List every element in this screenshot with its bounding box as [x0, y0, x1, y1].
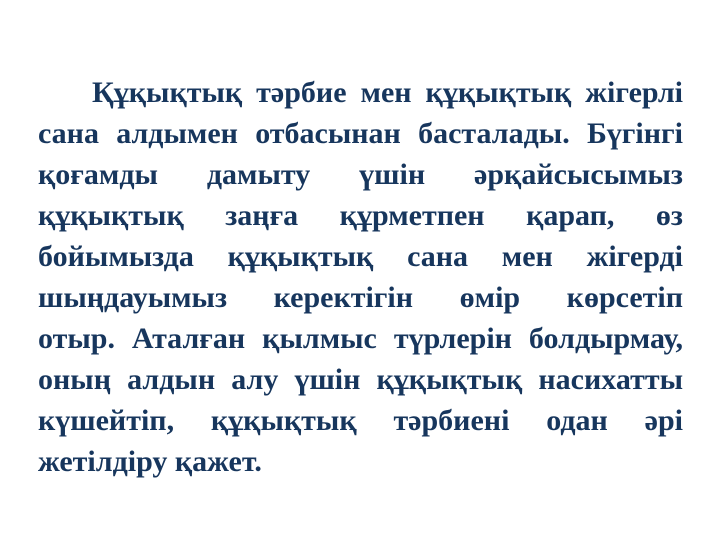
paragraph-line: күшейтіп, құқықтық тәрбиені одан әрі	[38, 404, 683, 437]
paragraph-line: қоғамды дамыту үшін әрқайсысымыз	[38, 158, 683, 191]
paragraph-line: Құқықтық тәрбие мен құқықтық жігерлі	[92, 76, 683, 109]
slide-text-block	[38, 72, 683, 482]
paragraph-line: сана алдымен отбасынан басталады. Бүгінгі	[38, 117, 683, 150]
paragraph-line: отыр. Аталған қылмыс түрлерін болдырмау,	[38, 322, 683, 355]
paragraph-line: жетілдіру қажет.	[38, 445, 262, 478]
paragraph-line: оның алдын алу үшін құқықтық насихатты	[38, 363, 683, 396]
paragraph-line: құқықтық заңға құрметпен қарап, өз	[38, 199, 683, 232]
paragraph-line: шыңдауымыз керектігін өмір көрсетіп	[38, 281, 683, 314]
paragraph-line: бойымызда құқықтық сана мен жігерді	[38, 240, 683, 273]
